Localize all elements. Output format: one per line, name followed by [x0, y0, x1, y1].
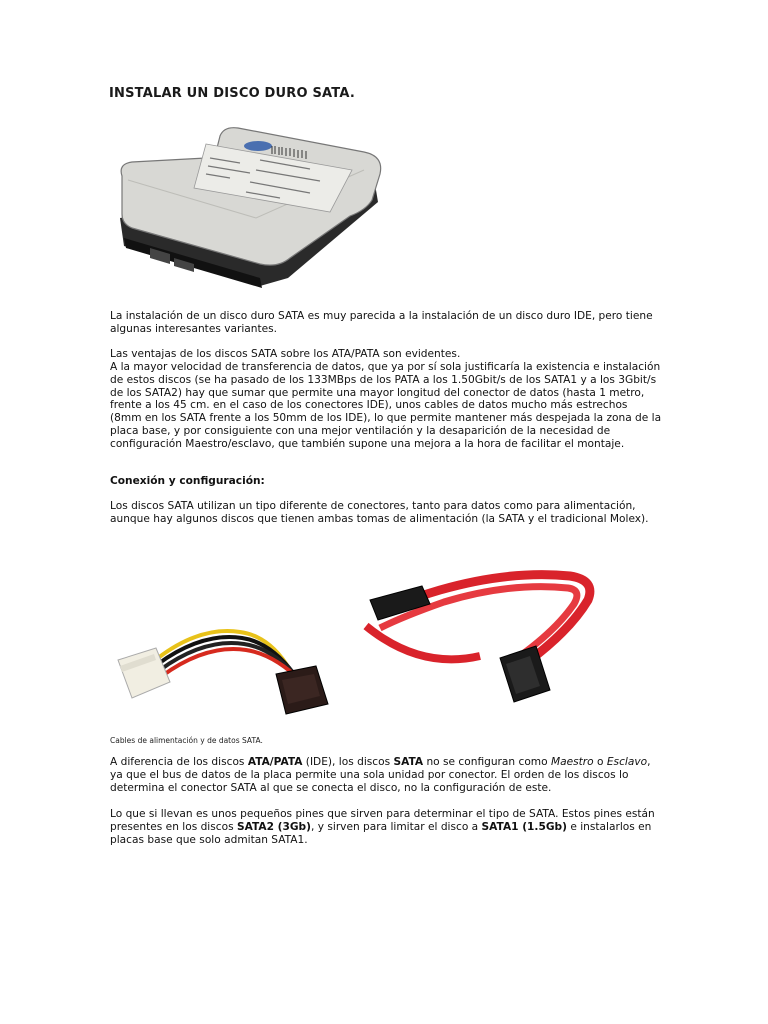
section-heading: Conexión y configuración:: [110, 475, 265, 487]
page-title: INSTALAR UN DISCO DURO SATA.: [109, 86, 355, 101]
power-cable-image: [110, 596, 340, 731]
intro-paragraph: La instalación de un disco duro SATA es muy parecida a la instalación de un disco duro IDE, pero tiene algunas interesantes variantes.: [110, 310, 653, 335]
difference-paragraph: A diferencia de los discos ATA/PATA (IDE), los discos SATA no se configuran como Maestro o Esclavo, ya que el bus de datos de la placa permite una sola unidad por conector. El orden de los discos lo determina el conector SATA al que se conecta el disco, no la configuración de este.: [110, 756, 651, 794]
image-caption: Cables de alimentación y de datos SATA.: [110, 736, 263, 745]
hard-disk-image: [110, 118, 390, 296]
advantages-paragraph: A la mayor velocidad de transferencia de datos, que ya por sí sola justificaría la existencia e instalación de estos discos (se ha pasado de los 133MBps de los PATA a los 1.50Gbit/s de los SATA1 y a los 3Gbit/s de los SATA2) hay que sumar que permite una mayor longitud del conector de datos (hasta 1 metro, frente a los 45 cm. en el caso de los conectores IDE), unos cables de datos mucho más estrechos (8mm en los SATA frente a los 50mm de los IDE), lo que permite mantener más despejada la zona de la placa base, y por consiguiente con una mejor ventilación y la desaparición de la necesidad de configuración Maestro/esclavo, que también supone una mejora a la hora de facilitar el montaje.: [110, 361, 662, 450]
sata-data-cable-image: [360, 560, 600, 720]
connectors-paragraph: Los discos SATA utilizan un tipo diferente de conectores, tanto para datos como para alimentación, aunque hay algunos discos que tienen ambas tomas de alimentación (la SATA y el tradicional Molex).: [110, 500, 649, 525]
advantages-lead: Las ventajas de los discos SATA sobre los ATA/PATA son evidentes.: [110, 348, 461, 360]
pins-paragraph: Lo que si llevan es unos pequeños pines que sirven para determinar el tipo de SATA. Estos pines están presentes en los discos SATA2 (3Gb), y sirven para limitar el disco a SATA1 (1.5Gb) e instalarlos en placas base que solo admitan SATA1.: [110, 808, 655, 846]
